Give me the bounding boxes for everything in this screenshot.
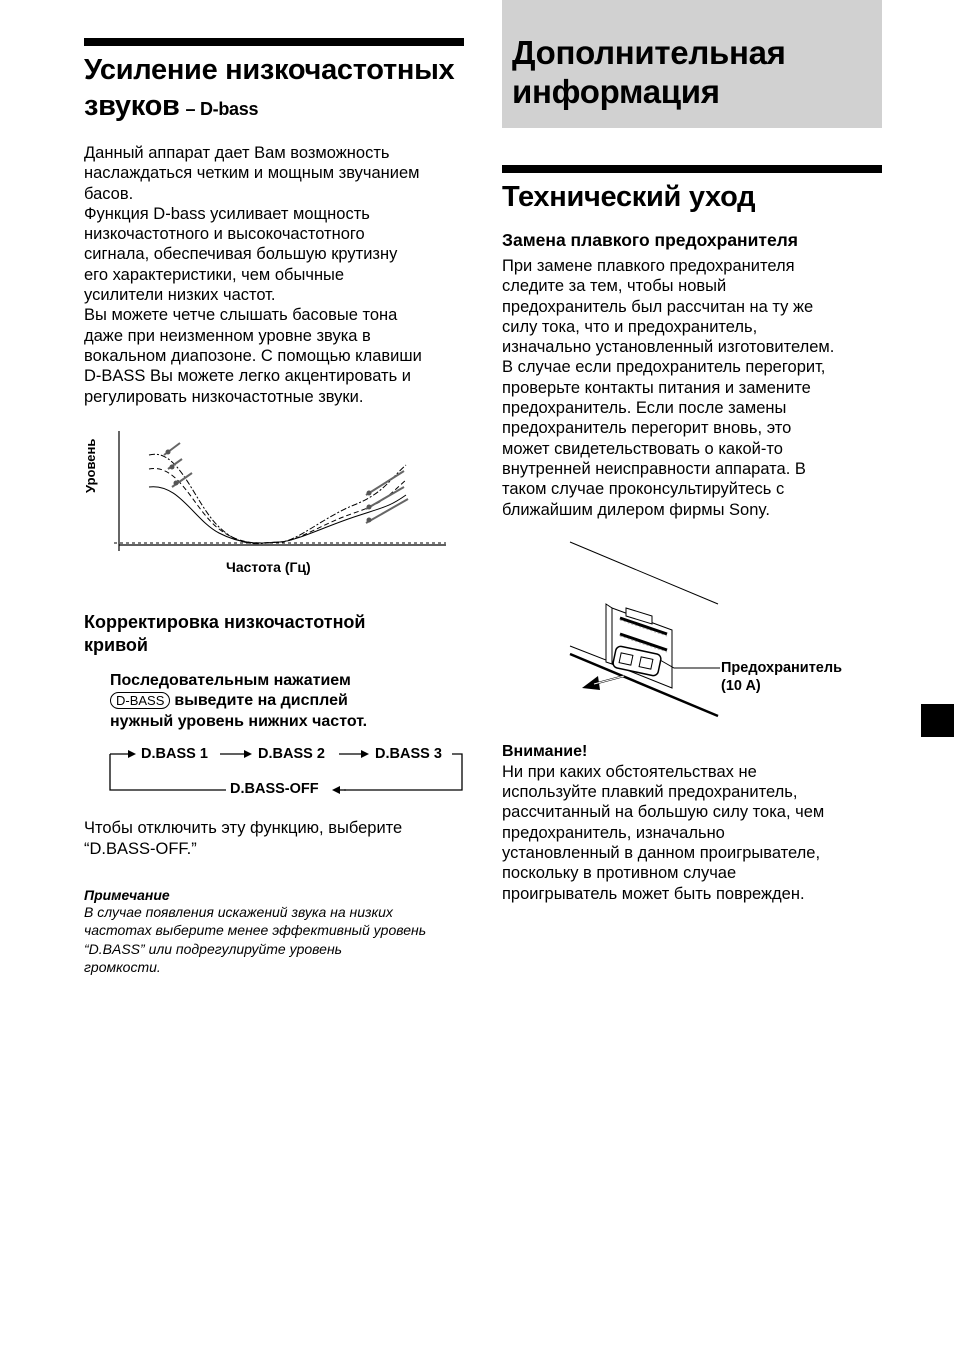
section-rule	[502, 165, 882, 173]
fuse-subtitle: Замена плавкого предохранителя	[502, 230, 799, 250]
section-title	[84, 52, 464, 127]
fuse-line: предохранитель. Если после замены	[502, 399, 787, 418]
fuse-line: изначально установленный изготовителем.	[502, 338, 835, 357]
intro-text	[84, 143, 464, 407]
intro-line: Функция D-bass усиливает мощность	[84, 204, 370, 223]
warning-line: используйте плавкий предохранитель,	[502, 783, 798, 802]
warning-line: Ни при каких обстоятельствах не	[502, 762, 757, 781]
chapter-title	[512, 33, 786, 111]
intro-line: низкочастотного и высокочастотного	[84, 225, 365, 244]
note-heading: Примечание	[84, 886, 170, 903]
fuse-line: предохранитель перегорит вновь, это	[502, 419, 792, 438]
warning-line: предохранитель, изначально	[502, 823, 725, 842]
intro-line: басов.	[84, 184, 134, 203]
intro-line: Данный аппарат дает Вам возможность	[84, 144, 390, 162]
dbass-curve-graph	[84, 425, 464, 585]
fuse-line: предохранитель был рассчитан на ту же	[502, 297, 814, 316]
intro-line: сигнала, обеспечивая большую крутизну	[84, 245, 398, 264]
off-line: “D.BASS-OFF.”	[84, 839, 197, 858]
note-line: громкости.	[84, 958, 161, 975]
note-line: частотах выберите менее эффективный уровень	[84, 922, 427, 939]
step-line: нужный уровень нижних частот.	[110, 712, 368, 730]
dbass-flow-diagram	[84, 746, 464, 808]
subsection-title	[84, 611, 464, 657]
warning-line: рассчитанный на большую силу тока, чем	[502, 803, 825, 822]
intro-line: усилители низких частот.	[84, 286, 276, 305]
step-line: Последовательным нажатием	[110, 671, 351, 689]
fuse-rating-label: (10 A)	[721, 677, 761, 694]
section-rule	[84, 38, 464, 46]
flow-item-dbass-off: D.BASS-OFF	[230, 781, 319, 798]
title-line-2: звуков	[84, 90, 180, 122]
subtitle-line: Корректировка низкочастотной	[84, 611, 366, 632]
fuse-line: ближайшим дилером фирмы Sony.	[502, 500, 771, 519]
left-column	[84, 38, 464, 976]
maintenance-title: Технический уход	[502, 181, 756, 213]
note-line: “D.BASS” или подрегулируйте уровень	[84, 940, 343, 957]
fuse-line: В случае если предохранитель перегорит,	[502, 358, 826, 377]
warning-heading: Внимание!	[502, 742, 588, 760]
fuse-illustration	[502, 538, 882, 728]
fuse-label: Предохранитель	[721, 659, 842, 676]
fuse-line: проверьте контакты питания и замените	[502, 378, 811, 397]
title-line-1: Усиление низкочастотных	[84, 54, 455, 86]
flow-item-dbass2: D.BASS 2	[258, 746, 325, 763]
flow-item-dbass3: D.BASS 3	[375, 746, 442, 763]
intro-line: даже при неизменном уровне звука в	[84, 326, 371, 345]
fuse-drawing	[502, 538, 882, 728]
intro-line: D-BASS Вы можете легко акцентировать и	[84, 367, 412, 386]
warning-line: проигрыватель может быть поврежден.	[502, 884, 805, 903]
intro-line: вокальном диапозоне. С помощью клавиши	[84, 346, 422, 365]
fuse-line: силу тока, что и предохранитель,	[502, 317, 758, 336]
graph-x-label: Частота (Гц)	[226, 558, 311, 575]
fuse-line: таком случае проконсультируйтесь с	[502, 480, 785, 499]
intro-line: регулировать низкочастотные звуки.	[84, 387, 364, 406]
warning-line: установленный в данном проигрывателе,	[502, 844, 821, 863]
warning-block	[502, 742, 882, 904]
right-column	[502, 0, 882, 904]
instruction-step	[110, 671, 464, 733]
off-instructions	[84, 818, 464, 859]
intro-line: его характеристики, чем обычные	[84, 265, 345, 284]
fuse-line: может свидетельствовать о какой-то	[502, 439, 783, 458]
subtitle-line: кривой	[84, 634, 148, 655]
dbass-key-icon: D-BASS	[110, 692, 170, 709]
chapter-banner	[502, 0, 882, 128]
graph-y-label: Уровень	[83, 438, 98, 493]
fuse-text	[502, 256, 882, 520]
fuse-line: следите за тем, чтобы новый	[502, 277, 727, 296]
page-edge-tab	[921, 704, 954, 737]
step-line: выведите на дисплей	[174, 692, 348, 710]
intro-line: наслаждаться четким и мощным звучанием	[84, 164, 420, 183]
off-line: Чтобы отключить эту функцию, выберите	[84, 819, 403, 838]
note-line: В случае появления искажений звука на низких	[84, 903, 393, 920]
fuse-line: При замене плавкого предохранителя	[502, 257, 795, 275]
chapter-title-line: Дополнительная	[512, 34, 786, 71]
chapter-title-line: информация	[512, 73, 720, 110]
flow-item-dbass1: D.BASS 1	[141, 746, 208, 763]
intro-line: Вы можете четче слышать басовые тона	[84, 306, 398, 325]
warning-line: поскольку в противном случае	[502, 864, 737, 883]
note-body	[84, 903, 464, 976]
title-suffix: – D-bass	[185, 99, 259, 119]
fuse-line: внутренней неисправности аппарата. В	[502, 459, 806, 478]
